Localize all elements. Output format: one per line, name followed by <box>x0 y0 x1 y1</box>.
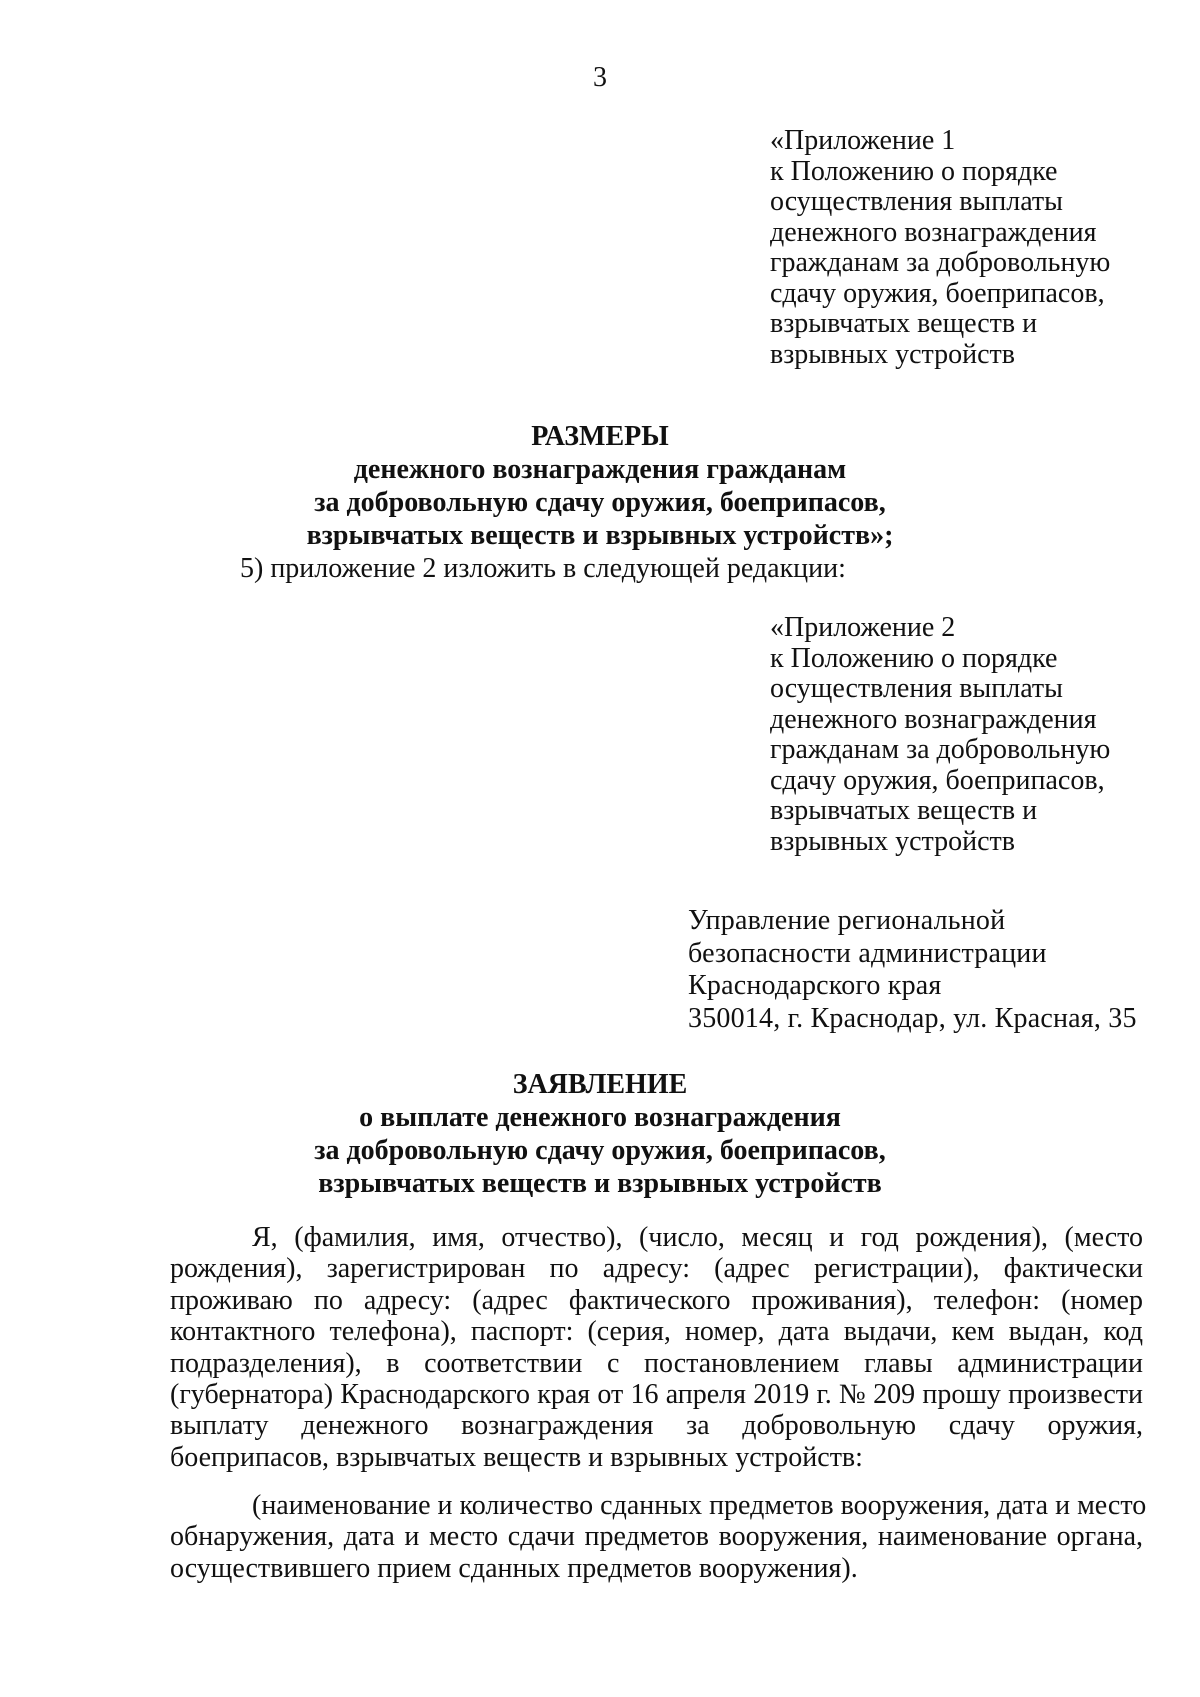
address-line: Краснодарского края <box>688 970 942 1001</box>
title-heading: РАЗМЕРЫ <box>531 421 669 452</box>
appendix-line: к Положению о порядке <box>770 642 1058 674</box>
address-line: безопасности администрации <box>688 937 1047 969</box>
item-5-text: 5) приложение 2 изложить в следующей редакции: <box>240 553 846 584</box>
appendix-line: осуществления выплаты <box>770 673 1063 704</box>
appendix-line: сдачу оружия, боеприпасов, <box>770 277 1105 309</box>
body-line: проживаю по адресу: (адрес фактического проживания), телефон: (номер <box>170 1284 1143 1316</box>
appendix-line: взрывных устройств <box>770 825 1015 857</box>
title-line: взрывчатых веществ и взрывных устройств»; <box>306 520 894 551</box>
title-line: за добровольную сдачу оружия, боеприпасов, <box>314 1135 886 1166</box>
appendix-line: осуществления выплаты <box>770 186 1063 217</box>
appendix-line: взрывных устройств <box>770 338 1015 370</box>
address-line: Управление региональной <box>688 905 1006 936</box>
body-line: (губернатора) Краснодарского края от 16 апреля 2019 г. № 209 прошу произвести <box>170 1379 1143 1411</box>
body-line: (наименование и количество сданных предметов вооружения, дата и место <box>252 1490 1147 1521</box>
application-title <box>0 1068 1200 1200</box>
title-line: денежного вознаграждения гражданам <box>353 454 847 485</box>
sizes-title <box>0 420 1200 552</box>
body-line: рождения), зарегистрирован по адресу: (адрес регистрации), фактически <box>170 1253 1143 1285</box>
body-line: боеприпасов, взрывчатых веществ и взрывных устройств: <box>170 1441 863 1473</box>
appendix-2-header <box>770 613 1110 857</box>
title-heading: ЗАЯВЛЕНИЕ <box>512 1069 688 1100</box>
title-line: взрывчатых веществ и взрывных устройств <box>318 1168 882 1199</box>
recipient-address <box>688 905 1137 1035</box>
body-line: подразделения), в соответствии с постановлением главы администрации <box>170 1347 1143 1379</box>
appendix-line: к Положению о порядке <box>770 155 1058 187</box>
appendix-line: гражданам за добровольную <box>770 734 1111 765</box>
appendix-line: «Приложение 1 <box>770 125 956 156</box>
page-number: 3 <box>593 62 607 93</box>
appendix-line: денежного вознаграждения <box>770 216 1097 248</box>
appendix-line: взрывчатых веществ и <box>770 795 1038 826</box>
body-line: контактного телефона), паспорт: (серия, номер, дата выдачи, кем выдан, код <box>170 1316 1143 1348</box>
body-line: Я, (фамилия, имя, отчество), (число, месяц и год рождения), (место <box>252 1222 1143 1253</box>
body-line: осуществившего прием сданных предметов вооружения). <box>170 1552 858 1584</box>
body-line: выплату денежного вознаграждения за добровольную сдачу оружия, <box>170 1410 1143 1442</box>
appendix-line: сдачу оружия, боеприпасов, <box>770 764 1105 796</box>
appendix-line: «Приложение 2 <box>770 612 956 643</box>
address-line: 350014, г. Краснодар, ул. Красная, 35 <box>688 1002 1137 1034</box>
weapons-description-paragraph <box>170 1490 1147 1584</box>
application-body-paragraph <box>170 1222 1143 1473</box>
body-line: обнаружения, дата и место сдачи предметов вооружения, наименование органа, <box>170 1521 1143 1553</box>
appendix-1-header <box>770 126 1110 370</box>
appendix-line: гражданам за добровольную <box>770 247 1111 278</box>
appendix-line: денежного вознаграждения <box>770 703 1097 735</box>
appendix-line: взрывчатых веществ и <box>770 308 1038 339</box>
title-line: за добровольную сдачу оружия, боеприпасов, <box>314 487 886 518</box>
title-line: о выплате денежного вознаграждения <box>359 1102 841 1133</box>
